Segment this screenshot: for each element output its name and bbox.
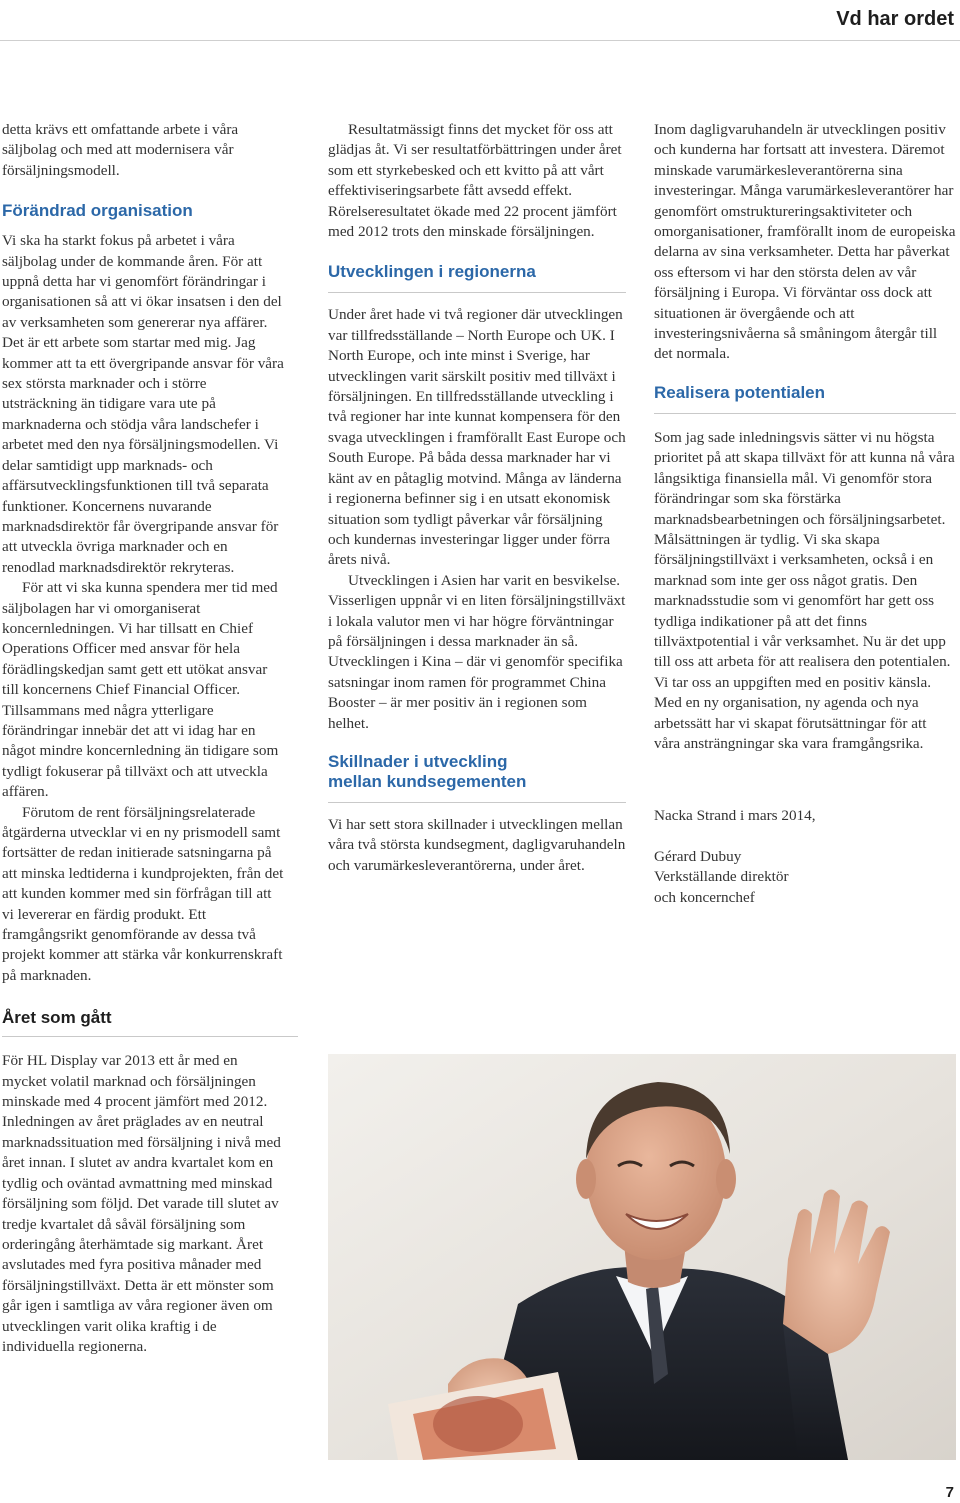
portrait-photo [328, 1054, 956, 1460]
column-3 [654, 120, 956, 908]
heading-skillnader-line-2: mellan kundsegementen [328, 771, 527, 791]
heading-aret-som-gatt: Året som gått [2, 1008, 298, 1037]
col1-paragraph-4: För HL Display var 2013 ett år med en mycket volatil marknad och försäljningen minskade med 4 procent jämfört med 2012. Inledningen av året präglades av en neutral marknadssituation med försäljning i nivå med året innan. I slutet av andra kvartalet kom en tydlig och oväntad avmattning med minskad försäljning som följd. Det varade till slutet av tredje kvartalet då såväl försäljning som orderingång återhämtade sig markant. Året avslutades med fyra positiva månader med försäljningstillväxt. Detta är ett mönster som går igen i samtliga av våra regioner även om utvecklingen varit olika kraftig i de individuella regionerna. [2, 1052, 281, 1355]
sign-place-date: Nacka Strand i mars 2014, [654, 807, 816, 825]
col2-paragraph-3: Utvecklingen i Asien har varit en besvikelse. Visserligen uppnår vi en liten försäljningstillväxt i lokala valutor men vi har högre förväntningar på försäljningen i dessa marknader än så. Utvecklingen i Kina – där vi genomför specifika satsningar inom ramen för programmet China Booster – är mer positiv än i regionen som helhet. [328, 571, 626, 732]
heading-realisera-potentialen: Realisera potentialen [654, 383, 956, 414]
heading-forandrad-organisation: Förändrad organisation [2, 201, 193, 221]
col1-paragraph-1: Vi ska ha starkt fokus på arbetet i våra säljbolag under de kommande åren. För att uppnå detta har vi genomfört förändringar i organisationen så att vi ökar insatsen i den del av verksamheten som genererar nya affärer. Det är ett arbete som startar med mig. Jag kommer att ta ett övergripande ansvar för våra sex största marknader och i större utsträckning än tidigare vara ute på marknaderna och stödja våra landschefer i arbetet med den nya försäljningsmodellen. Vi delar samtidigt upp marknads- och affärsutvecklingsfunktionen till två separata funktioner. Koncernens nuvarande marknadsdirektör får övergripande ansvar för att utveckla övriga marknader och en renodlad marknadsdirektör rekryteras. [2, 232, 284, 576]
col2-paragraph-1: Resultatmässigt finns det mycket för oss att glädjas åt. Vi ser resultatförbättringen under året som ett styrkebesked och ett kvitto på att vårt effektiviseringsarbete fått avsedd effekt. Rörelseresultatet ökade med 22 procent jämfört med 2012 trots den minskade försäljningen. [328, 121, 622, 241]
sign-role-2: och koncernchef [654, 888, 755, 906]
running-head: Vd har ordet [836, 8, 954, 30]
sign-name: Gérard Dubuy [654, 847, 742, 865]
column-1 [2, 120, 284, 1357]
page-number: 7 [945, 1484, 954, 1501]
sign-role-1: Verkställande direktör [654, 868, 789, 886]
header-rule [0, 40, 960, 41]
column-2 [328, 120, 626, 876]
col3-paragraph-1: Inom dagligvaruhandeln är utvecklingen positiv och kunderna har fortsatt att investera. Däremot minskade varumärkesleverantörerna sina investeringar. Många varumärkesleverantörer har genomfört omstruktureringsaktiviteter och omorganisationer, framförallt inom de europeiska delarna av sina verksamheter. Detta har påverkat oss eftersom vi har den största delen av vår försäljning i Europa. Vi förväntar oss dock att situationen är övergående och att investeringsnivåerna så småningom återgår till det normala. [654, 121, 956, 363]
col1-paragraph-2: För att vi ska kunna spendera mer tid med säljbolagen har vi omorganiserat koncernledningen. Vi har tillsatt en Chief Operations Officer med ansvar för hela förädlingskedjan samt gett ett utökat ansvar till koncernens Chief Financial Officer. Tillsammans med några ytterligare förändringar innebär det att vi idag har en något mindre koncernledning än tidigare som tydligt fokuserar på tillväxt och att utveckla affären. [2, 579, 279, 801]
col3-paragraph-2: Som jag sade inledningsvis sätter vi nu högsta prioritet på att skapa tillväxt för att kunna nå våra långsiktiga finansiella mål. Vi genomför stora förändringar som ska förstärka marknadsbearbetningen och försäljningsarbetet. Målsättningen är tydlig. Vi ska skapa försäljningstillväxt i verksamheten, också i en marknad som inte ger oss något gratis. Den marknadsstudie som vi genomfört har gett oss tydliga indikationer på att det finns tillväxtpotential i vår verksamhet. Nu är det upp till oss att arbeta för att realisera den potentialen. Vi tar oss an uppgiften med en positiv känsla. Med en ny organisation, ny agenda och nya arbetssätt har vi skapat förutsättningar för att våra ansträngningar ska vara framgångsrika. [654, 428, 955, 752]
col1-intro: detta krävs ett omfattande arbete i våra säljbolag och med att modernisera vår försäljningsmodell. [2, 121, 239, 179]
col2-paragraph-4: Vi har sett stora skillnader i utvecklingen mellan våra två största kundsegment, dagligvaruhandeln och varumärkesleverantörerna, under året. [328, 815, 626, 874]
signature-block [654, 806, 956, 908]
col2-paragraph-2: Under året hade vi två regioner där utvecklingen var tillfredsställande – North Europe och UK. I North Europe, och inte minst i Sverige, har utvecklingen varit särskilt positiv med tillväxt i försäljningen. En tillfredsställande utveckling i två regioner har inte kunnat kompensera för den svaga utvecklingen i framförallt East Europe och South Europe. På båda dessa marknader har vi känt av en påtaglig motvind. Många av länderna i regionerna befinner sig i en utsatt ekonomisk situation som tydligt påverkar vår försäljning och kundernas investeringar ligger under förra årets nivå. [328, 306, 626, 569]
heading-skillnader-i-utveckling [328, 752, 626, 803]
heading-skillnader-line-1: Skillnader i utveckling [328, 751, 508, 771]
col1-paragraph-3: Förutom de rent försäljningsrelaterade åtgärderna utvecklar vi en ny prismodell samt fortsätter de redan initierade satsningarna på att minska ledtiderna i kundprojekten, från det att kunden kommer med sin förfrågan till att vi levererar en färdig produkt. Ett framgångsrikt genomförande av dessa två projekt kommer att stärka vår konkurrenskraft på marknaden. [2, 803, 284, 984]
heading-utvecklingen-i-regionerna: Utvecklingen i regionerna [328, 262, 626, 293]
